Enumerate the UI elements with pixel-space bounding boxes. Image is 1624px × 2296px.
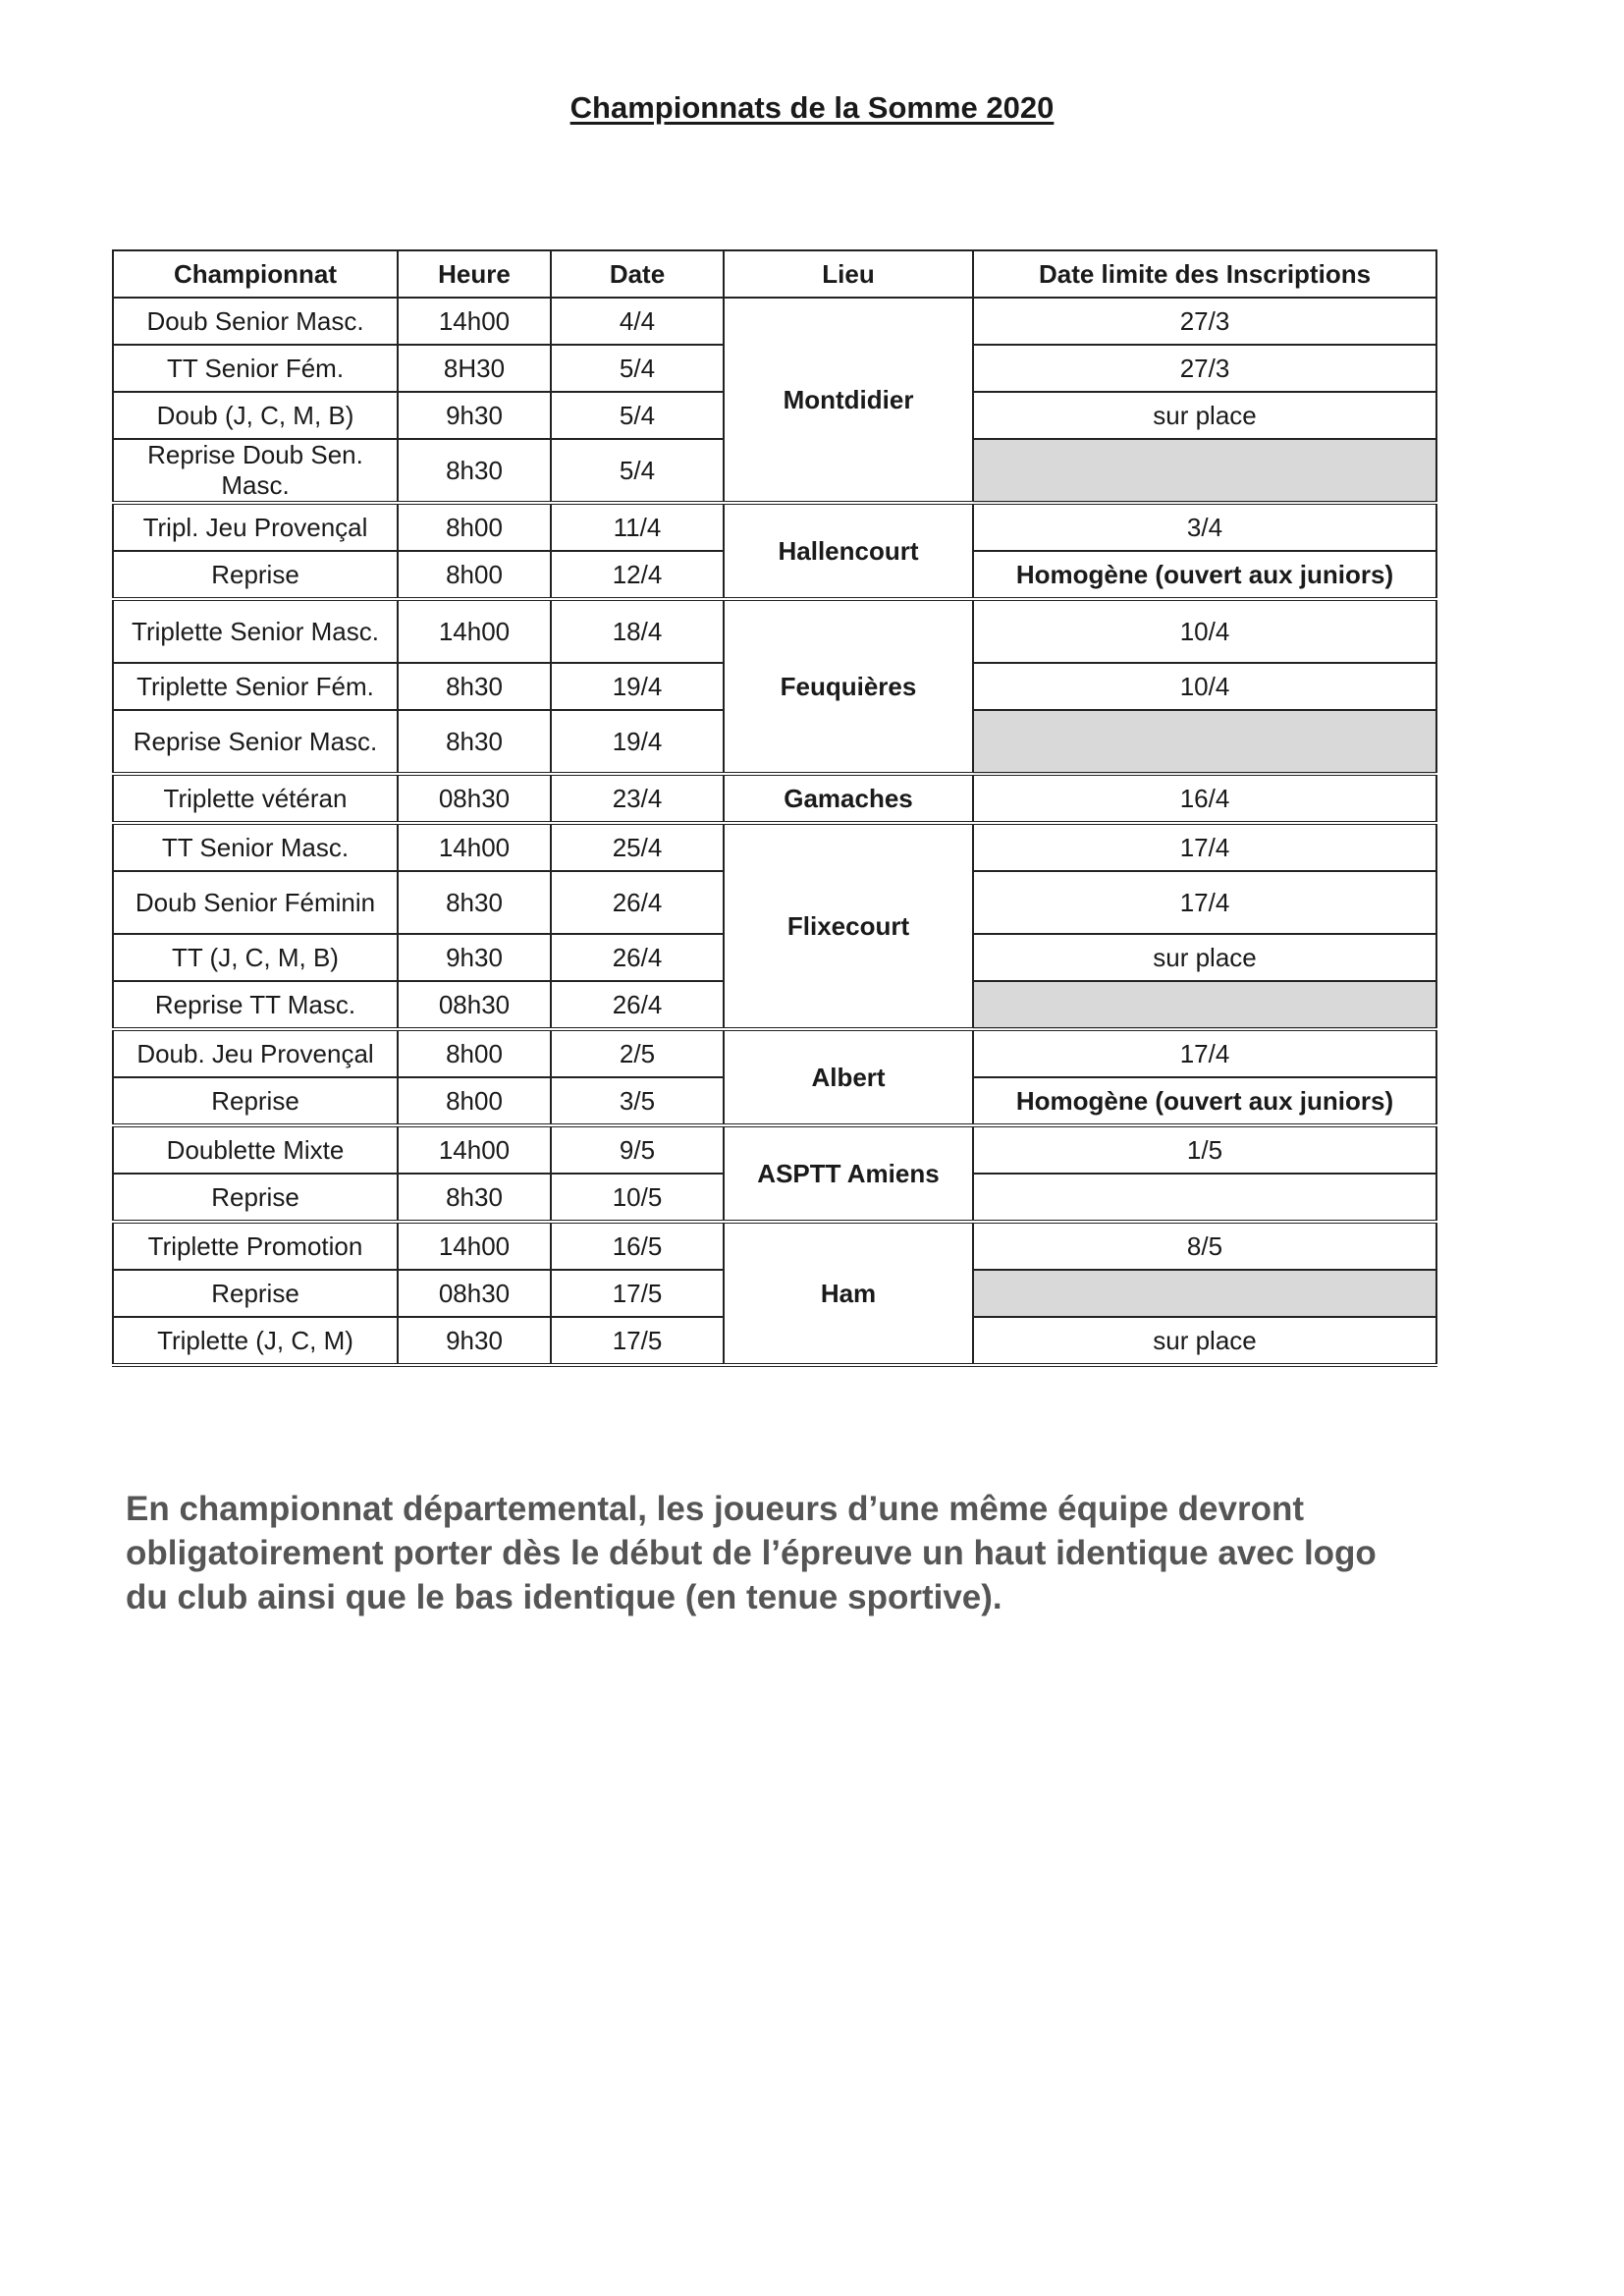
cell-lieu: Feuquières — [724, 599, 973, 774]
cell-lieu: Ham — [724, 1222, 973, 1365]
cell-heure: 08h30 — [398, 774, 551, 823]
dress-code-notice — [126, 1487, 1540, 1619]
cell-date-limite — [973, 1174, 1436, 1222]
cell-championnat: Triplette Senior Fém. — [113, 663, 398, 710]
cell-date: 4/4 — [551, 298, 724, 345]
cell-date-limite — [973, 439, 1436, 503]
header-lieu: Lieu — [724, 250, 973, 298]
cell-date: 5/4 — [551, 345, 724, 392]
cell-championnat: Reprise — [113, 1077, 398, 1125]
cell-date: 17/5 — [551, 1270, 724, 1317]
cell-date: 2/5 — [551, 1029, 724, 1077]
cell-date: 11/4 — [551, 503, 724, 551]
table-row — [113, 503, 1436, 551]
cell-championnat: Reprise Senior Masc. — [113, 710, 398, 774]
cell-championnat: Tripl. Jeu Provençal — [113, 503, 398, 551]
cell-date-limite: 3/4 — [973, 503, 1436, 551]
cell-championnat: Doub (J, C, M, B) — [113, 392, 398, 439]
table-row — [113, 1029, 1436, 1077]
cell-date: 18/4 — [551, 599, 724, 663]
cell-date-limite: 17/4 — [973, 823, 1436, 871]
cell-championnat: Reprise — [113, 551, 398, 599]
cell-date: 3/5 — [551, 1077, 724, 1125]
cell-date: 10/5 — [551, 1174, 724, 1222]
cell-championnat: Doublette Mixte — [113, 1125, 398, 1174]
cell-championnat: Triplette vétéran — [113, 774, 398, 823]
cell-lieu: Flixecourt — [724, 823, 973, 1029]
cell-date-limite: 8/5 — [973, 1222, 1436, 1270]
cell-heure: 8h00 — [398, 1029, 551, 1077]
cell-date-limite: 1/5 — [973, 1125, 1436, 1174]
cell-championnat: Reprise — [113, 1174, 398, 1222]
cell-lieu: Albert — [724, 1029, 973, 1125]
cell-date-limite: sur place — [973, 392, 1436, 439]
table-row — [113, 1125, 1436, 1174]
cell-date-limite: sur place — [973, 1317, 1436, 1365]
cell-heure: 8h30 — [398, 1174, 551, 1222]
cell-championnat: Triplette Senior Masc. — [113, 599, 398, 663]
cell-heure: 14h00 — [398, 1125, 551, 1174]
cell-date: 5/4 — [551, 392, 724, 439]
cell-date-limite: 17/4 — [973, 871, 1436, 934]
cell-date: 17/5 — [551, 1317, 724, 1365]
cell-date: 9/5 — [551, 1125, 724, 1174]
cell-heure: 14h00 — [398, 823, 551, 871]
cell-date-limite: 16/4 — [973, 774, 1436, 823]
championships-table — [112, 249, 1437, 1367]
cell-championnat: Reprise Doub Sen. Masc. — [113, 439, 398, 503]
cell-heure: 8h00 — [398, 551, 551, 599]
cell-date: 25/4 — [551, 823, 724, 871]
cell-date-limite: 27/3 — [973, 345, 1436, 392]
cell-date-limite: Homogène (ouvert aux juniors) — [973, 551, 1436, 599]
cell-date-limite: 10/4 — [973, 599, 1436, 663]
cell-championnat: TT Senior Fém. — [113, 345, 398, 392]
cell-heure: 8h30 — [398, 871, 551, 934]
cell-heure: 8h30 — [398, 710, 551, 774]
cell-date-limite — [973, 710, 1436, 774]
cell-heure: 9h30 — [398, 392, 551, 439]
cell-date: 5/4 — [551, 439, 724, 503]
table-row — [113, 774, 1436, 823]
header-championnat: Championnat — [113, 250, 398, 298]
cell-date: 19/4 — [551, 710, 724, 774]
header-date-limite: Date limite des Inscriptions — [973, 250, 1436, 298]
cell-date-limite: 10/4 — [973, 663, 1436, 710]
page-title: Championnats de la Somme 2020 — [569, 90, 1055, 125]
cell-heure: 14h00 — [398, 298, 551, 345]
cell-date-limite: sur place — [973, 934, 1436, 981]
notice-line: En championnat départemental, les joueurs d’une même équipe devront — [126, 1490, 1304, 1528]
cell-date: 26/4 — [551, 934, 724, 981]
cell-date: 26/4 — [551, 871, 724, 934]
cell-championnat: Reprise TT Masc. — [113, 981, 398, 1029]
header-heure: Heure — [398, 250, 551, 298]
cell-date-limite — [973, 981, 1436, 1029]
table-row — [113, 1222, 1436, 1270]
cell-date: 26/4 — [551, 981, 724, 1029]
cell-date-limite — [973, 1270, 1436, 1317]
cell-heure: 8H30 — [398, 345, 551, 392]
cell-championnat: Triplette (J, C, M) — [113, 1317, 398, 1365]
notice-line: obligatoirement porter dès le début de l’épreuve un haut identique avec logo — [126, 1534, 1377, 1572]
cell-heure: 9h30 — [398, 1317, 551, 1365]
cell-lieu: Hallencourt — [724, 503, 973, 599]
header-date: Date — [551, 250, 724, 298]
cell-heure: 8h00 — [398, 1077, 551, 1125]
cell-heure: 8h30 — [398, 439, 551, 503]
cell-championnat: Doub. Jeu Provençal — [113, 1029, 398, 1077]
cell-heure: 08h30 — [398, 1270, 551, 1317]
cell-championnat: Doub Senior Masc. — [113, 298, 398, 345]
cell-championnat: Doub Senior Féminin — [113, 871, 398, 934]
cell-championnat: TT Senior Masc. — [113, 823, 398, 871]
cell-date-limite: 17/4 — [973, 1029, 1436, 1077]
cell-championnat: TT (J, C, M, B) — [113, 934, 398, 981]
cell-lieu: ASPTT Amiens — [724, 1125, 973, 1222]
table-header-row — [113, 250, 1436, 298]
cell-heure: 14h00 — [398, 1222, 551, 1270]
notice-line: du club ainsi que le bas identique (en tenue sportive). — [126, 1578, 1002, 1616]
table-row — [113, 298, 1436, 345]
cell-championnat: Reprise — [113, 1270, 398, 1317]
cell-lieu: Montdidier — [724, 298, 973, 503]
cell-date-limite: Homogène (ouvert aux juniors) — [973, 1077, 1436, 1125]
cell-heure: 08h30 — [398, 981, 551, 1029]
cell-date-limite: 27/3 — [973, 298, 1436, 345]
cell-date: 12/4 — [551, 551, 724, 599]
cell-date: 23/4 — [551, 774, 724, 823]
cell-date: 16/5 — [551, 1222, 724, 1270]
cell-championnat: Triplette Promotion — [113, 1222, 398, 1270]
cell-date: 19/4 — [551, 663, 724, 710]
cell-lieu: Gamaches — [724, 774, 973, 823]
cell-heure: 14h00 — [398, 599, 551, 663]
cell-heure: 9h30 — [398, 934, 551, 981]
table-row — [113, 823, 1436, 871]
table-row — [113, 599, 1436, 663]
cell-heure: 8h00 — [398, 503, 551, 551]
cell-heure: 8h30 — [398, 663, 551, 710]
